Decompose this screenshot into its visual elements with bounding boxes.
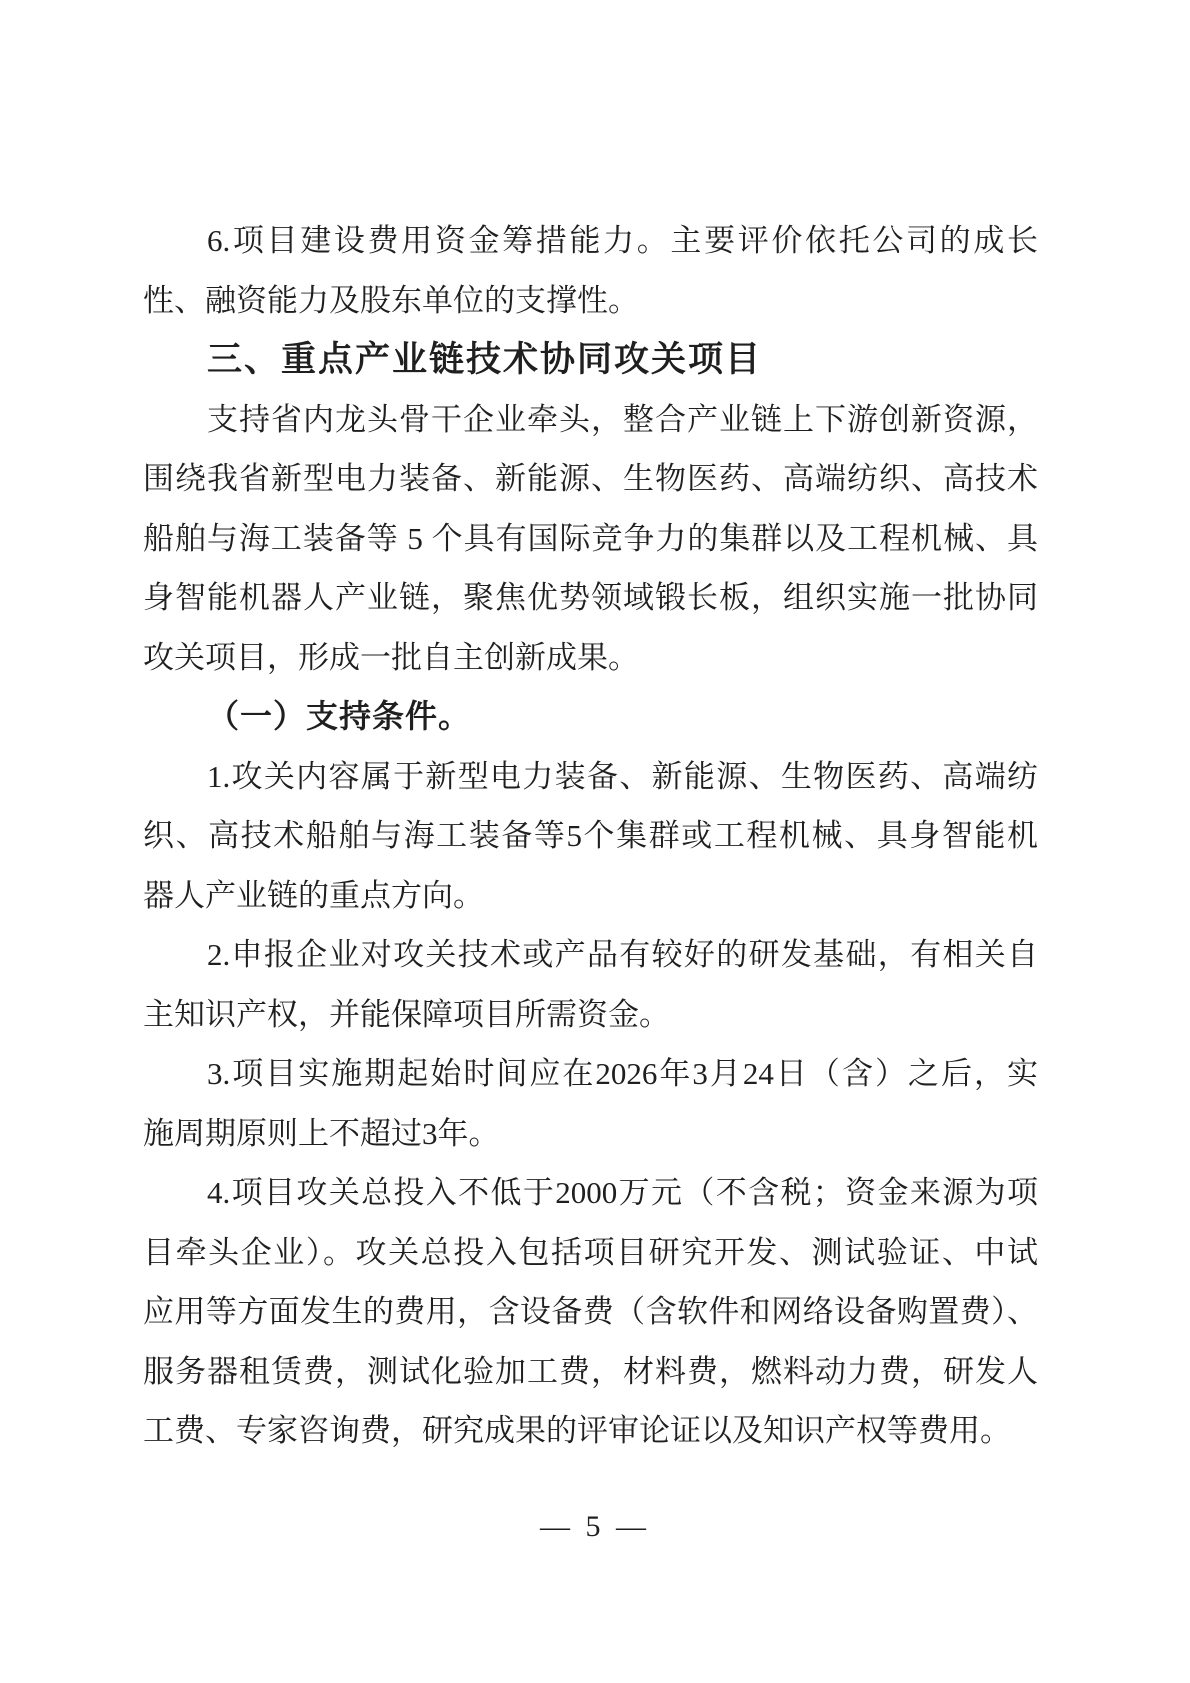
text-line: 支持省内龙头骨干企业牵头，整合产业链上下游创新资源，	[207, 401, 1038, 437]
text-line: 器人产业链的重点方向。	[143, 877, 484, 913]
text-line: 6.项目建设费用资金筹措能力。主要评价依托公司的成长	[207, 223, 1038, 258]
text-line: 性、融资能力及股东单位的支撑性。	[143, 282, 639, 318]
text-line: 目牵头企业）。攻关总投入包括项目研究开发、测试验证、中试	[143, 1234, 1038, 1270]
text-line: 2.申报企业对攻关技术或产品有较好的研发基础，有相关自	[207, 937, 1038, 972]
section-heading: 三、重点产业链技术协同攻关项目	[207, 340, 763, 379]
text-line: 围绕我省新型电力装备、新能源、生物医药、高端纺织、高技术	[143, 461, 1038, 496]
text-line: 工费、专家咨询费，研究成果的评审论证以及知识产权等费用。	[143, 1413, 1011, 1448]
text-line: 3.项目实施期起始时间应在2026年3月24日（含）之后，实	[207, 1056, 1038, 1091]
text-line: 应用等方面发生的费用，含设备费（含软件和网络设备购置费）、	[143, 1294, 1038, 1329]
sub-section-heading: （一）支持条件。	[207, 698, 472, 734]
text-line: 服务器租赁费，测试化验加工费，材料费，燃料动力费，研发人	[143, 1353, 1038, 1389]
text-line: 4.项目攻关总投入不低于2000万元（不含税；资金来源为项	[207, 1175, 1038, 1210]
text-line: 身智能机器人产业链，聚焦优势领域锻长板，组织实施一批协同	[143, 580, 1038, 615]
text-line: 织、高技术船舶与海工装备等5个集群或工程机械、具身智能机	[143, 818, 1038, 853]
text-line: 船舶与海工装备等 5 个具有国际竞争力的集群以及工程机械、具	[143, 520, 1038, 556]
page-number: — 5 —	[540, 1510, 650, 1543]
text-line: 1.攻关内容属于新型电力装备、新能源、生物医药、高端纺	[207, 758, 1038, 794]
document-body	[143, 211, 1038, 1461]
text-line: 主知识产权，并能保障项目所需资金。	[143, 996, 670, 1032]
text-line: 攻关项目，形成一批自主创新成果。	[143, 639, 639, 675]
text-line: 施周期原则上不超过3年。	[143, 1115, 500, 1151]
